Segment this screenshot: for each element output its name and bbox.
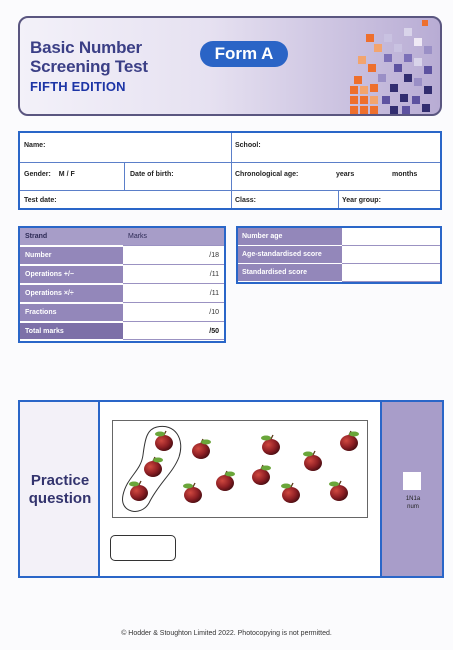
edition-label: FIFTH EDITION xyxy=(30,79,126,94)
practice-heading-line-1: Practice xyxy=(30,472,90,489)
years-label: years xyxy=(336,171,355,178)
score-table xyxy=(236,226,442,284)
practice-question-panel xyxy=(18,400,444,578)
cover-header xyxy=(18,16,442,116)
year-group-field[interactable]: Year group: xyxy=(342,197,381,204)
apple-icon xyxy=(192,439,211,459)
strand-label: Operations +/− xyxy=(20,266,123,284)
item-code-line-1: 1N1a xyxy=(405,496,421,502)
class-field[interactable]: Class: xyxy=(235,197,257,204)
months-label: months xyxy=(392,171,418,178)
score-row xyxy=(238,246,440,264)
gender-field[interactable] xyxy=(24,171,75,178)
item-code xyxy=(382,495,444,511)
marks-input[interactable]: /10 xyxy=(123,304,224,322)
name-field[interactable]: Name: xyxy=(24,142,46,149)
apple-icon xyxy=(155,431,173,451)
marks-header-row xyxy=(20,228,224,247)
test-date-field[interactable]: Test date: xyxy=(24,197,57,204)
strand-header: Strand xyxy=(20,228,123,246)
gender-label: Gender: xyxy=(24,171,51,178)
marks-header: Marks xyxy=(123,228,224,246)
score-label: Number age xyxy=(238,228,342,246)
score-input[interactable] xyxy=(342,264,440,282)
school-field[interactable]: School: xyxy=(235,142,261,149)
apple-icon xyxy=(144,457,163,477)
marks-input[interactable]: /11 xyxy=(123,285,224,303)
total-marks-row xyxy=(20,323,224,341)
answer-box[interactable] xyxy=(110,535,176,561)
total-marks-label: Total marks xyxy=(20,323,123,340)
copyright-footer: © Hodder & Stoughton Limited 2022. Photocopying is not permitted. xyxy=(121,630,332,637)
strand-label: Operations ×/÷ xyxy=(20,285,123,303)
score-label: Age-standardised score xyxy=(238,246,342,264)
strand-label: Fractions xyxy=(20,304,123,322)
apple-icon xyxy=(252,465,271,485)
gender-options[interactable]: M / F xyxy=(58,171,75,178)
marks-row xyxy=(20,285,224,304)
pixel-mosaic-decoration xyxy=(310,18,440,116)
marks-input[interactable]: /11 xyxy=(123,266,224,284)
form-badge: Form A xyxy=(200,41,288,67)
marks-row xyxy=(20,304,224,323)
apple-icon xyxy=(261,435,280,455)
score-label: Standardised score xyxy=(238,264,342,282)
title-line-1: Basic Number xyxy=(30,38,142,57)
score-row xyxy=(238,264,440,282)
practice-label-column xyxy=(20,402,100,576)
apple-icon xyxy=(329,481,348,501)
practice-heading-line-2: question xyxy=(28,490,92,507)
apple-icon xyxy=(303,451,322,471)
apple-icon xyxy=(183,483,202,503)
score-row xyxy=(238,228,440,246)
score-input[interactable] xyxy=(342,228,440,246)
scoring-column xyxy=(380,402,442,576)
score-input[interactable] xyxy=(342,246,440,264)
item-code-line-2: num xyxy=(407,504,419,510)
dob-field[interactable]: Date of birth: xyxy=(130,171,174,178)
chron-age-field[interactable]: Chronological age: xyxy=(235,171,299,178)
title-line-2: Screening Test xyxy=(30,57,148,76)
marks-row xyxy=(20,247,224,266)
apple-icon xyxy=(129,481,148,501)
practice-question-heading xyxy=(20,472,100,508)
marks-input[interactable]: /18 xyxy=(123,247,224,265)
apples-illustration xyxy=(113,421,367,517)
apple-icon xyxy=(281,483,300,503)
apple-icon xyxy=(340,431,359,451)
marks-row xyxy=(20,266,224,285)
total-marks-input[interactable]: /50 xyxy=(123,323,224,340)
apple-icon xyxy=(216,471,235,491)
test-title xyxy=(30,38,148,76)
pupil-details-table xyxy=(18,131,442,210)
strand-label: Number xyxy=(20,247,123,265)
marks-table xyxy=(18,226,226,343)
apples-picture-frame xyxy=(112,420,368,518)
score-checkbox[interactable] xyxy=(403,472,421,490)
